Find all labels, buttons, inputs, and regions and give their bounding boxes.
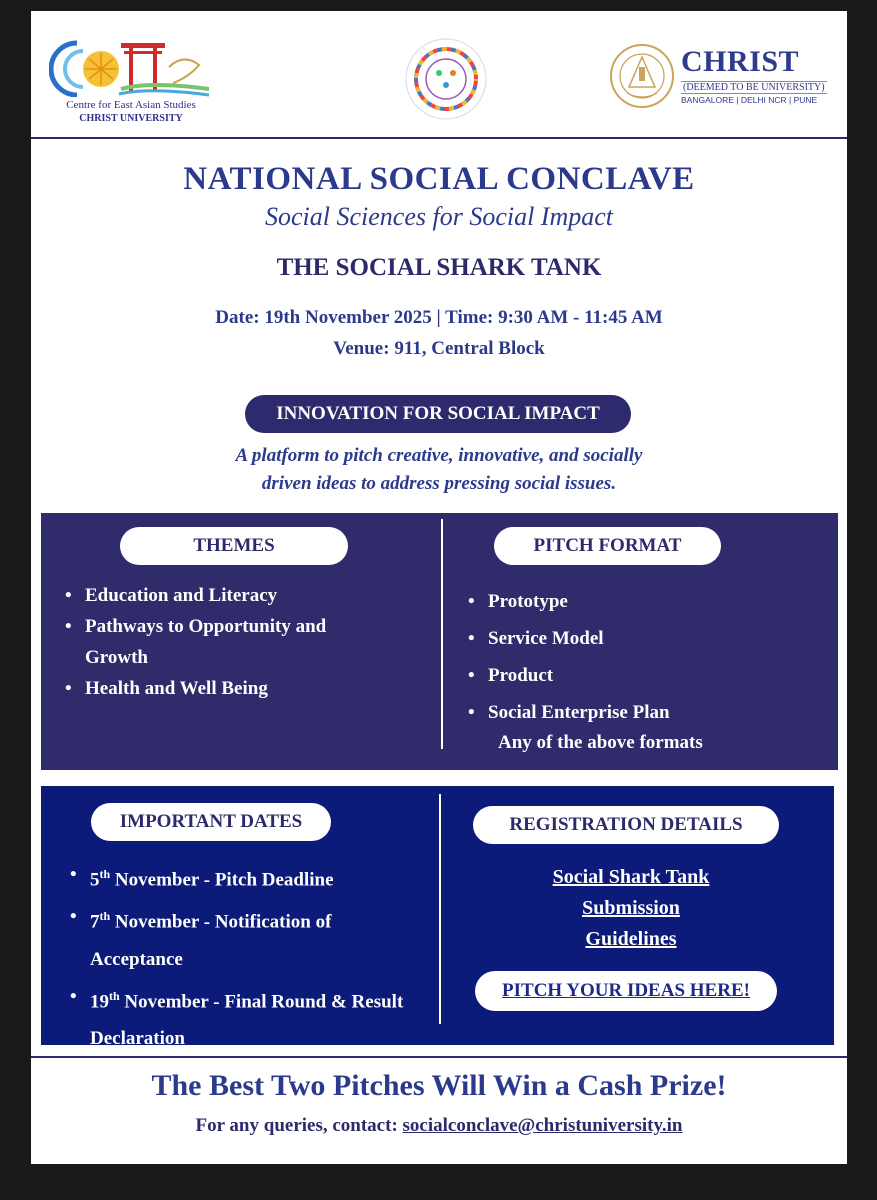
- list-item: • Health and Well Being: [63, 673, 403, 704]
- date-text-cont: Acceptance: [90, 948, 183, 970]
- tagline-line1: A platform to pitch creative, innovative, and socially: [235, 445, 643, 466]
- date-suffix: th: [109, 988, 120, 1003]
- guidelines-link-line[interactable]: Social Shark Tank: [552, 866, 710, 888]
- conclave-emblem-icon: [401, 25, 491, 133]
- pitch-format-list: [466, 583, 796, 731]
- christ-logo: [609, 41, 829, 113]
- poster: [31, 11, 847, 1164]
- contact-label: For any queries, contact:: [195, 1115, 403, 1136]
- list-item: [63, 611, 403, 673]
- date-suffix: th: [99, 909, 111, 924]
- page-title: NATIONAL SOCIAL CONCLAVE: [183, 161, 695, 197]
- list-item: [68, 978, 448, 1057]
- date-day: 7: [90, 911, 100, 933]
- list-item: • Service Model: [466, 620, 796, 657]
- ceas-emblem-icon: [49, 37, 209, 97]
- contact-email-link[interactable]: socialconclave@christuniversity.in: [402, 1115, 683, 1136]
- page-subtitle: Social Sciences for Social Impact: [264, 202, 614, 231]
- event-venue: Venue: 911, Central Block: [333, 338, 545, 359]
- christ-name: CHRIST: [681, 45, 800, 78]
- list-item-text: Pathways to Opportunity and: [85, 616, 327, 637]
- list-item: [68, 898, 448, 977]
- dates-list: [68, 856, 448, 1057]
- list-item: • Education and Literacy: [63, 580, 403, 611]
- date-text-cont: Declaration: [90, 1027, 185, 1049]
- list-item: • Product: [466, 657, 796, 694]
- date-text: November - Final Round & Result: [119, 990, 404, 1012]
- prize-announcement: The Best Two Pitches Will Win a Cash Prize!: [151, 1069, 727, 1102]
- tagline: [31, 442, 847, 498]
- list-item: • Prototype: [466, 583, 796, 620]
- event-name: THE SOCIAL SHARK TANK: [276, 254, 602, 281]
- themes-pitch-panel: [41, 513, 838, 770]
- event-date: Date: 19th November 2025 | Time: 9:30 AM - 11:45 AM: [215, 307, 663, 328]
- guidelines-link[interactable]: [441, 862, 821, 955]
- date-suffix: th: [99, 867, 111, 881]
- christ-deemed: (DEEMED TO BE UNIVERSITY): [683, 82, 825, 93]
- registration-heading: REGISTRATION DETAILS: [473, 806, 779, 844]
- date-text: November - Notification of: [110, 911, 332, 933]
- christ-campuses: BANGALORE | DELHI NCR | PUNE: [681, 95, 818, 105]
- guidelines-link-line[interactable]: Guidelines: [585, 928, 677, 950]
- themes-heading: THEMES: [120, 527, 348, 565]
- innovation-badge: INNOVATION FOR SOCIAL IMPACT: [245, 395, 631, 433]
- pitch-format-note: Any of the above formats: [498, 732, 703, 753]
- contact-line: [31, 1115, 847, 1137]
- ceas-university: CHRIST UNIVERSITY: [79, 113, 183, 124]
- panel-divider: [441, 519, 443, 749]
- date-day: 19: [90, 990, 109, 1012]
- christ-seal-icon: [609, 41, 675, 111]
- guidelines-link-line[interactable]: Submission: [582, 897, 680, 919]
- date-day: 5: [90, 869, 100, 891]
- date-text: November - Pitch Deadline: [110, 869, 334, 891]
- list-item-text: Growth: [85, 647, 148, 668]
- header-logos: [31, 11, 847, 138]
- list-item: • Social Enterprise Plan: [466, 694, 796, 731]
- themes-list: [63, 580, 403, 704]
- footer-divider: [31, 1056, 847, 1058]
- ceas-logo: [49, 37, 209, 127]
- tagline-line2: driven ideas to address pressing social issues.: [261, 473, 617, 494]
- header-divider: [31, 137, 847, 139]
- important-dates-heading: IMPORTANT DATES: [91, 803, 331, 841]
- pitch-ideas-button[interactable]: PITCH YOUR IDEAS HERE!: [475, 971, 777, 1011]
- pitch-format-heading: PITCH FORMAT: [494, 527, 721, 565]
- list-item: [68, 856, 448, 898]
- conclave-logo: [401, 25, 491, 133]
- ceas-name: Centre for East Asian Studies: [66, 99, 196, 111]
